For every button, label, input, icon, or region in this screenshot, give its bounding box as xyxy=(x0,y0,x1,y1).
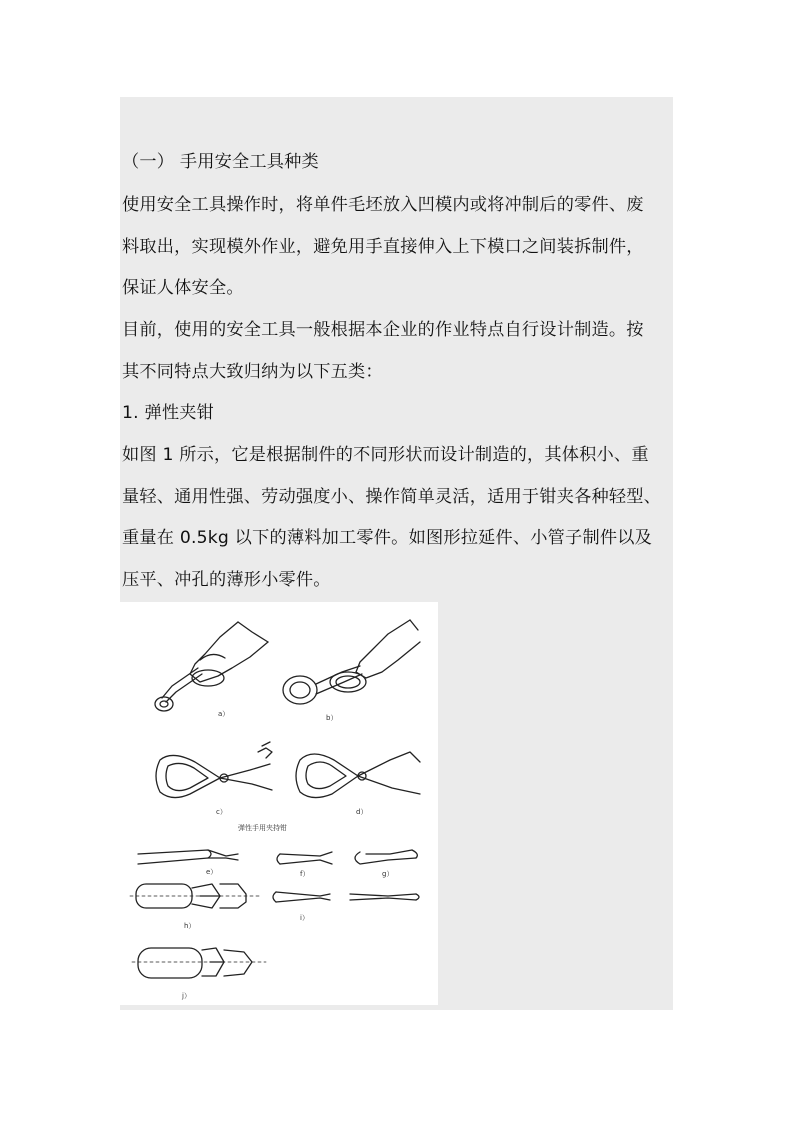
paragraph-3-line-4: 压平、冲孔的薄形小零件。 xyxy=(122,570,331,590)
paragraph-3-line-2: 量轻、通用性强、劳动强度小、操作简单灵活，适用于钳夹各种轻型、 xyxy=(122,487,662,507)
figure-d-scissor-tongs xyxy=(296,752,420,798)
label-b: b） xyxy=(326,714,338,722)
figure-e-tweezers xyxy=(138,850,238,864)
label-e: e） xyxy=(206,868,218,876)
figure-a-hand-tongs xyxy=(155,622,268,711)
paragraph-1-line-2: 料取出，实现模外作业，避免用手直接伸入上下模口之间装拆制件， xyxy=(122,237,644,257)
figure-h-handle-tongs xyxy=(130,884,260,908)
figure-f-tweezers xyxy=(277,852,332,864)
item-1-heading: 1. 弹性夹钳 xyxy=(122,403,215,423)
label-j: j） xyxy=(182,992,191,1000)
figure-c-scissor-tongs xyxy=(156,742,272,798)
paragraph-1-line-1: 使用安全工具操作时，将单件毛坯放入凹模内或将冲制后的零件、废 xyxy=(122,195,644,215)
label-h: h） xyxy=(184,922,196,930)
figure-caption: 弹性手用夹持钳 xyxy=(238,824,287,832)
paragraph-3-line-3: 重量在 0.5kg 以下的薄料加工零件。如图形拉延件、小管子制件以及 xyxy=(122,528,652,548)
section-heading: （一） 手用安全工具种类 xyxy=(122,152,319,172)
label-c: c） xyxy=(216,808,227,816)
figure-j-handle-tongs xyxy=(132,948,266,978)
label-a: a） xyxy=(218,710,230,718)
paragraph-2-line-2: 其不同特点大致归纳为以下五类： xyxy=(122,362,383,382)
figure-i-tweezers xyxy=(273,892,419,902)
paragraph-2-line-1: 目前，使用的安全工具一般根据本企业的作业特点自行设计制造。按 xyxy=(122,320,644,340)
label-i: i） xyxy=(300,914,309,922)
figure-b-hand-tongs xyxy=(283,620,420,704)
tongs-figure xyxy=(120,602,438,1005)
label-d: d） xyxy=(356,808,368,816)
figure-g-tweezers xyxy=(355,850,417,864)
paragraph-3-line-1: 如图 1 所示，它是根据制件的不同形状而设计制造的，其体积小、重 xyxy=(122,445,649,465)
tongs-illustration xyxy=(120,602,438,1005)
paragraph-1-line-3: 保证人体安全。 xyxy=(122,278,244,298)
label-g: g） xyxy=(382,870,394,878)
label-f: f） xyxy=(300,870,310,878)
